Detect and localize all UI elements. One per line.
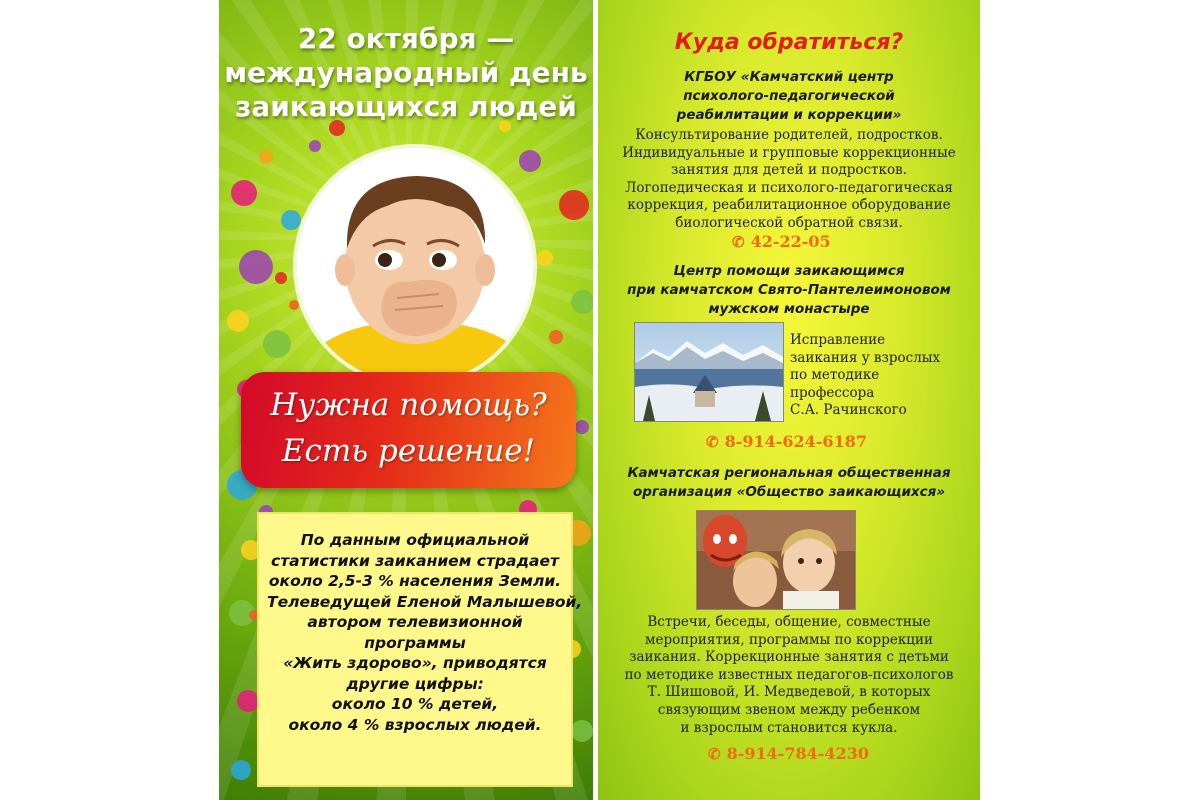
org-name-line: при камчатском Свято-Пантелеимоновом (627, 282, 951, 298)
title-line: заикающихся людей (235, 90, 577, 123)
confetti-dot (231, 760, 251, 780)
desc-line: профессора (790, 384, 875, 401)
monastery-photo (634, 322, 784, 422)
statistics-box (257, 512, 583, 787)
phone-number[interactable]: 8-914-624-6187 (724, 432, 867, 451)
right-panel (598, 0, 980, 800)
confetti-dot (571, 720, 593, 742)
desc-line: занятия для детей и подростков. (671, 162, 907, 179)
page-title (219, 22, 593, 124)
confetti-dot (281, 210, 301, 230)
desc-line: Исправление (790, 332, 886, 348)
desc-line: коррекция, реабилитационное оборудование (627, 197, 951, 214)
confetti-dot (263, 330, 291, 358)
stats-line: программы (364, 633, 466, 652)
org3-name (598, 464, 980, 502)
org2-phone[interactable] (706, 432, 867, 451)
children-puppet-photo (696, 510, 856, 610)
desc-line: С.А. Рачинского (790, 402, 907, 419)
org3-phone[interactable] (708, 744, 869, 763)
confetti-dot (571, 290, 593, 314)
stats-line: Телеведущей Еленой Малышевой, (267, 592, 583, 611)
org2-name (598, 262, 980, 319)
stats-line: около 2,5-3 % населения Земли. (268, 572, 562, 590)
org-name-line: психолого-педагогической (683, 88, 895, 104)
confetti-dot (559, 190, 589, 220)
confetti-dot (237, 690, 259, 712)
org1-description (598, 127, 980, 233)
desc-line: заикания. Коррекционные занятия с детьми (629, 649, 949, 666)
stats-line: По данным официальной (300, 531, 530, 549)
org-name-line: организация «Общество заикающихся» (632, 484, 946, 500)
stats-line: автором телевизионной (307, 613, 523, 631)
phone-number[interactable]: 8-914-784-4230 (726, 744, 869, 763)
confetti-dot (231, 180, 257, 206)
phone-icon: ✆ (708, 745, 721, 763)
child-illustration (297, 148, 533, 384)
desc-line: Встречи, беседы, общение, совместные (647, 614, 931, 630)
phone-icon: ✆ (732, 233, 745, 251)
confetti-dot (549, 330, 563, 344)
phone-number[interactable]: 42-22-05 (750, 232, 831, 251)
desc-line: заикания у взрослых (790, 349, 941, 366)
desc-line: и взрослым становится кукла. (680, 719, 898, 736)
org-name-line: КГБОУ «Камчатский центр (684, 69, 894, 85)
org2-description (790, 332, 941, 420)
desc-line: Т. Шишовой, И. Медведевой, в которых (647, 684, 931, 701)
confetti-dot (227, 310, 249, 332)
title-line: международный день (224, 56, 588, 89)
stats-line: другие цифры: (346, 674, 484, 693)
org-name-line: реабилитации и коррекции» (676, 107, 902, 123)
desc-line: биологической обратной связи. (675, 214, 903, 231)
desc-line: Логопедическая и психолого-педагогическая (625, 179, 953, 196)
monastery-illustration (635, 323, 783, 421)
org-name-line: мужском монастыре (708, 301, 870, 317)
confetti-dot (575, 420, 589, 434)
org-name-line: Центр помощи заикающимся (673, 263, 905, 279)
confetti-dot (309, 140, 321, 152)
desc-line: Консультирование родителей, подростков. (635, 127, 943, 143)
stats-line: около 4 % взрослых людей. (288, 715, 542, 734)
help-banner (241, 372, 576, 488)
desc-line: мероприятия, программы по коррекции (645, 631, 933, 648)
confetti-dot (275, 272, 287, 284)
banner-line: Нужна помощь? (270, 387, 547, 423)
org-name-line: Камчатская региональная общественная (627, 465, 951, 481)
confetti-dot (259, 150, 273, 164)
title-line: 22 октября — (297, 22, 515, 55)
banner-line: Есть решение! (281, 433, 536, 469)
desc-line: Индивидуальные и групповые коррекционные (622, 144, 956, 161)
desc-line: по методике (790, 367, 880, 384)
left-panel (219, 0, 593, 800)
stats-line: статистики заиканием страдает (271, 551, 559, 570)
confetti-dot (289, 300, 299, 310)
phone-icon: ✆ (706, 433, 719, 451)
children-illustration (697, 511, 855, 609)
org3-description (598, 614, 980, 737)
child-photo (297, 148, 533, 384)
confetti-dot (239, 250, 273, 284)
contacts-heading: Куда обратиться? (674, 30, 904, 55)
desc-line: связующим звеном между ребенком (657, 701, 921, 718)
confetti-dot (519, 150, 541, 172)
confetti-dot (537, 250, 553, 266)
org1-name (598, 68, 980, 125)
stats-line: «Жить здорово», приводятся (283, 654, 547, 672)
org1-phone[interactable] (732, 232, 831, 251)
desc-line: по методике известных педагогов-психологов (624, 666, 954, 683)
stats-line: около 10 % детей, (331, 695, 499, 713)
